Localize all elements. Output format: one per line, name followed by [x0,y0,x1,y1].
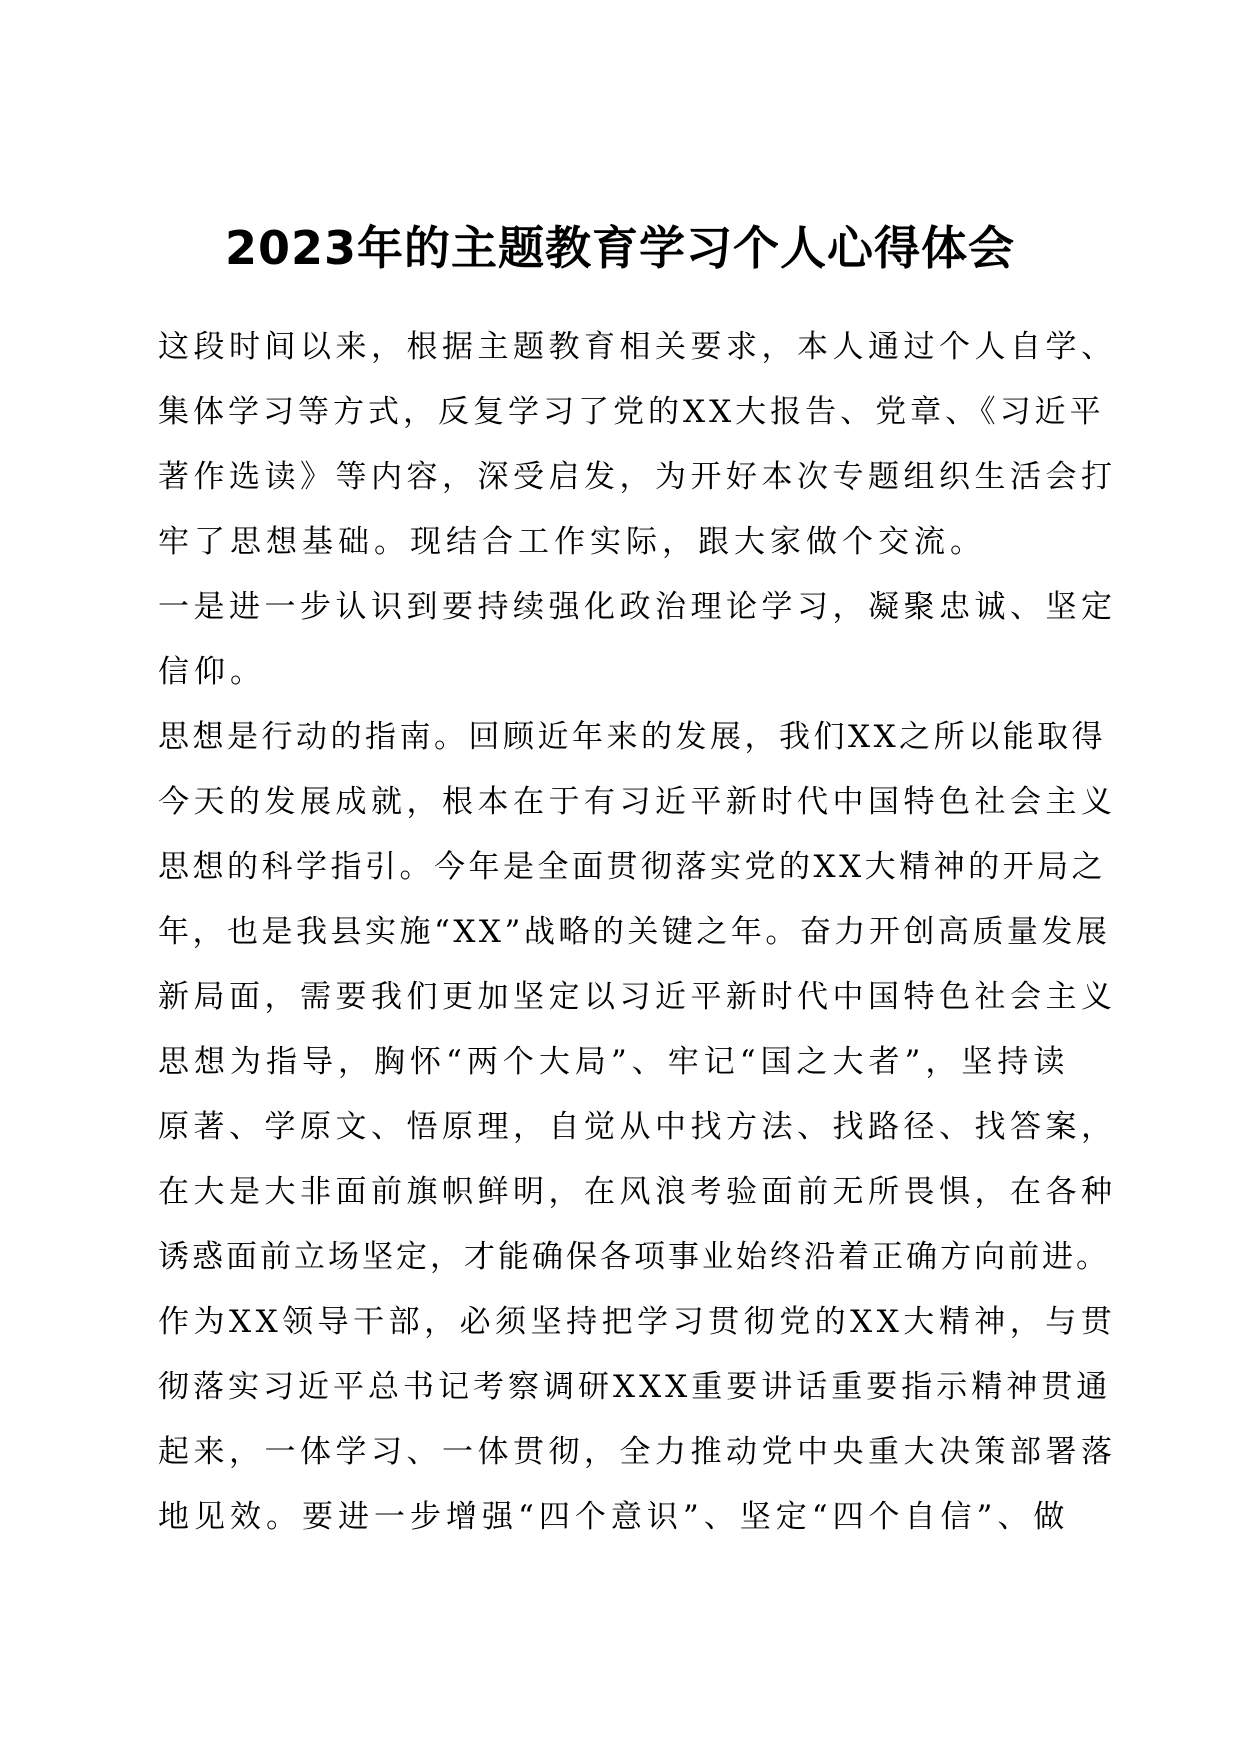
section-heading-line: 一是进一步认识到要持续强化政治理论学习，凝聚忠诚、坚定 [158,589,1117,625]
document-body [158,315,1117,1550]
body-line: 思想是行动的指南。回顾近年来的发展，我们XX之所以能取得 [158,719,1107,755]
body-line: 原著、学原文、悟原理，自觉从中找方法、找路径、找答案， [158,1109,1117,1145]
body-line: 彻落实习近平总书记考察调研XXX重要讲话重要指示精神贯通 [158,1369,1112,1405]
body-line: 作为XX领导干部，必须坚持把学习贯彻党的XX大精神，与贯 [158,1304,1117,1340]
body-line: 这段时间以来，根据主题教育相关要求，本人通过个人自学、 [158,329,1117,365]
body-line: 思想的科学指引。今年是全面贯彻落实党的XX大精神的开局之 [158,849,1107,885]
body-line: 诱惑面前立场坚定，才能确保各项事业始终沿着正确方向前进。 [158,1239,1110,1275]
body-line: 牢了思想基础。现结合工作实际，跟大家做个交流。 [158,524,986,560]
body-line: 地见效。要进一步增强“四个意识”、坚定“四个自信”、做 [158,1499,1070,1535]
section-heading-line: 信仰。 [158,654,266,690]
body-line: 著作选读》等内容，深受启发，为开好本次专题组织生活会打 [158,459,1117,495]
document-title: 2023年的主题教育学习个人心得体会 [224,221,1016,275]
body-line: 思想为指导，胸怀“两个大局”、牢记“国之大者”，坚持读 [158,1044,1070,1080]
body-line: 年，也是我县实施“XX”战略的关键之年。奋力开创高质量发展 [158,914,1111,950]
body-line: 今天的发展成就，根本在于有习近平新时代中国特色社会主义 [158,784,1117,820]
body-line: 在大是大非面前旗帜鲜明，在风浪考验面前无所畏惧，在各种 [158,1174,1117,1210]
body-line: 集体学习等方式，反复学习了党的XX大报告、党章、《习近平 [158,394,1105,430]
body-line: 起来，一体学习、一体贯彻，全力推动党中央重大决策部署落 [158,1434,1117,1470]
body-line: 新局面，需要我们更加坚定以习近平新时代中国特色社会主义 [158,979,1117,1015]
